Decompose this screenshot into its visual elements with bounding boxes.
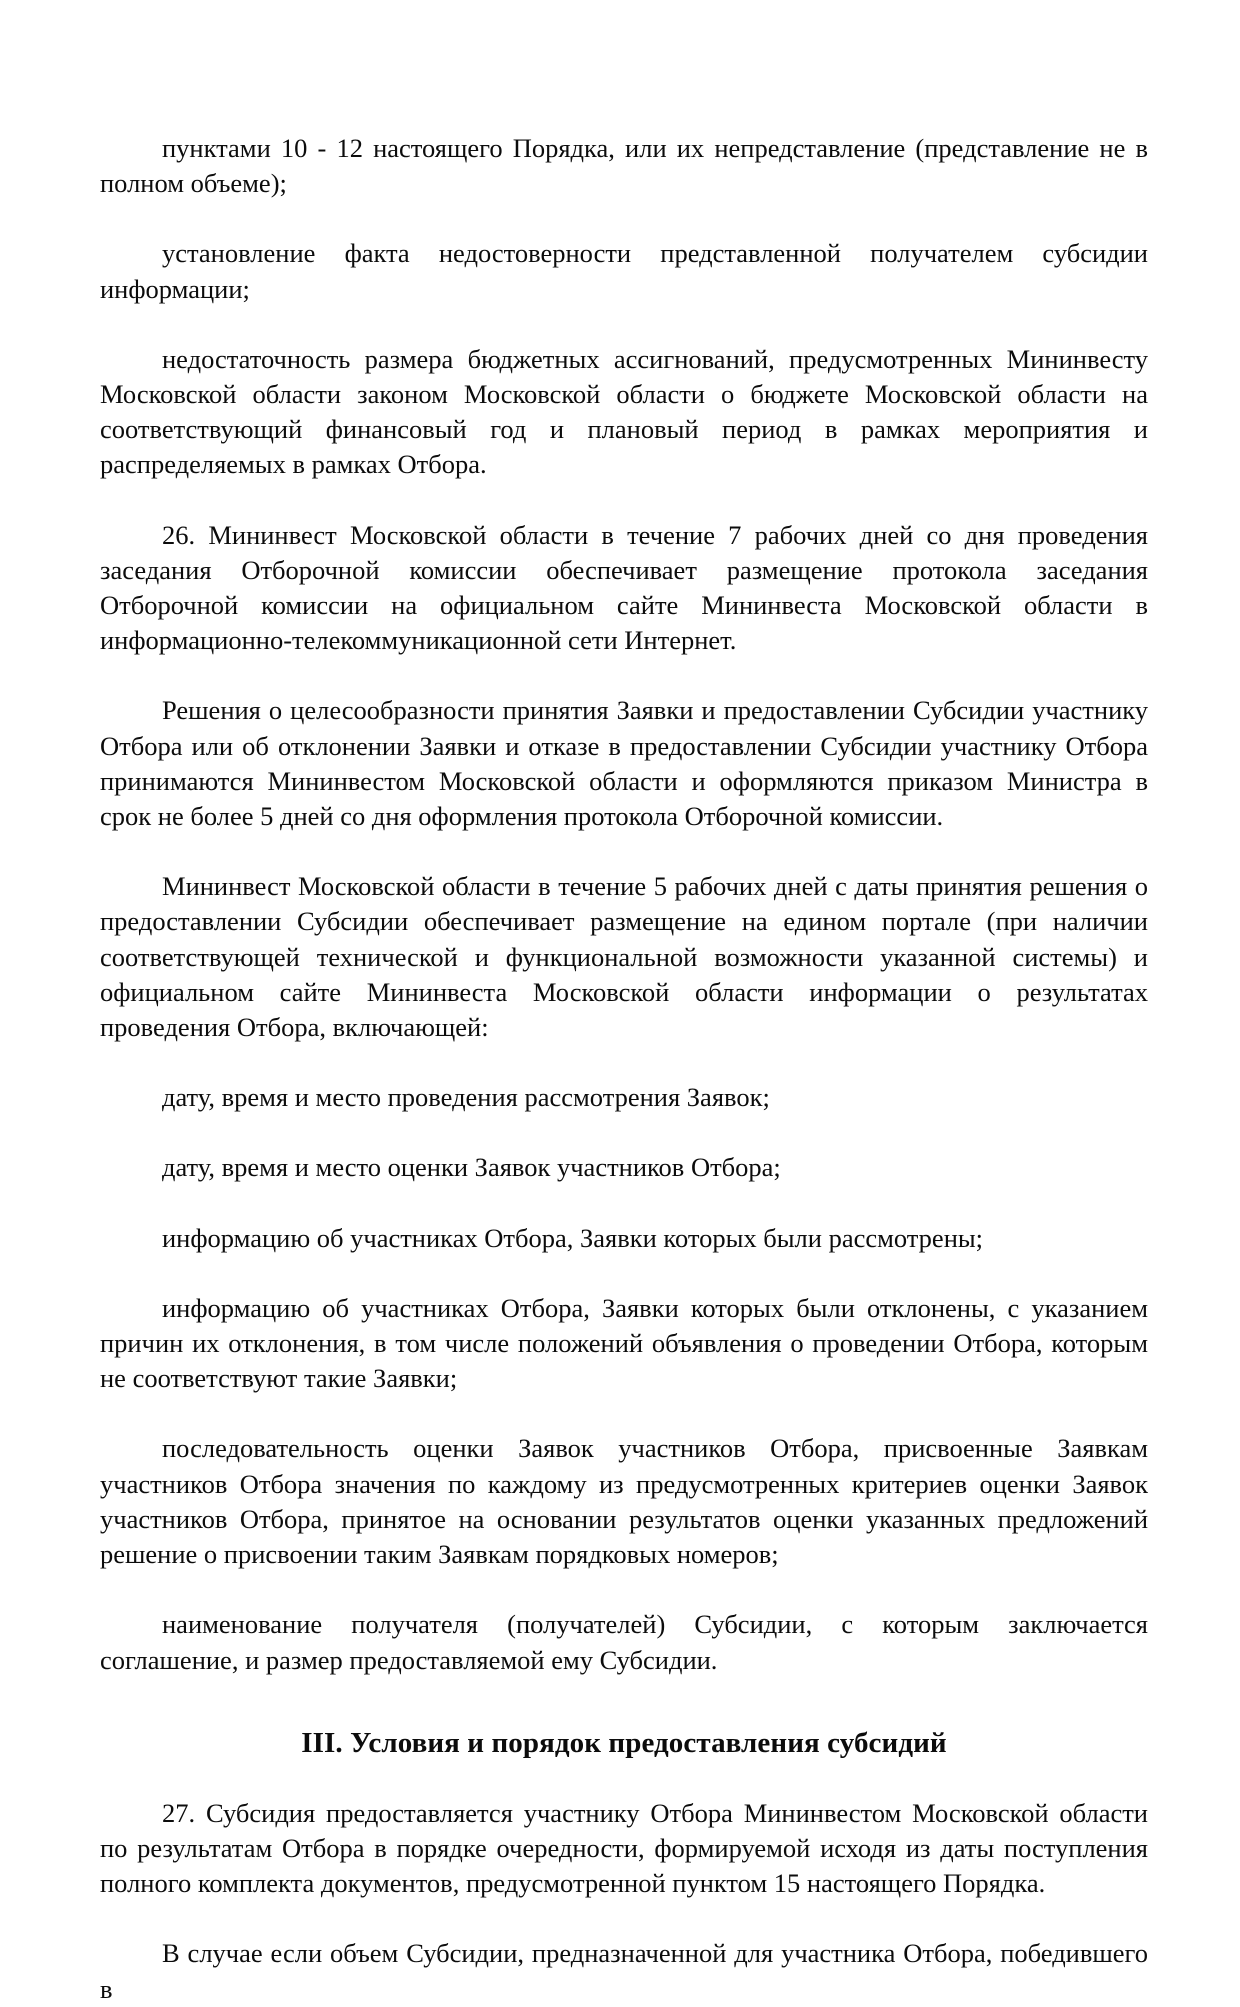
paragraph-mininvest-5-rabochih-dney: Мининвест Московской области в течение 5 рабочих дней с даты принятия решения о предоставлении Субсидии обеспечивает размещение на едином портале (при наличии соответствующей технической и функциональной возможности указанной системы) и официальном сайте Мининвеста Московской области информации о результатах проведения Отбора, включающей: [100, 871, 1148, 1043]
document-body [100, 131, 1148, 2007]
paragraph-punkty-10-12: пунктами 10 - 12 настоящего Порядка, или их непредставление (представление не в полном объеме); [100, 133, 1148, 199]
paragraph-v-sluchae-esli: В случае если объем Субсидии, предназначенной для участника Отбора, победившего в [100, 1938, 1148, 2004]
paragraph-nedostatochnost-razmera: недостаточность размера бюджетных ассигнований, предусмотренных Мининвесту Московской области законом Московской области о бюджете Московской области на соответствующий финансовый год и плановый период в рамках мероприятия и распределяемых в рамках Отбора. [100, 343, 1148, 480]
paragraph-item-27: 27. Субсидия предоставляется участнику Отбора Мининвестом Московской области по результатам Отбора в порядке очередности, формируемой исходя из даты поступления полного комплекта документов, предусмотренной пунктом 15 настоящего Порядка. [100, 1797, 1148, 1899]
paragraph-ustanovlenie-fakta: установление факта недостоверности представленной получателем субсидии информации; [100, 238, 1148, 304]
paragraph-posledovatelnost-ocenki: последовательность оценки Заявок участников Отбора, присвоенные Заявкам участников Отбора значения по каждому из предусмотренных критериев оценки Заявок участников Отбора, принятое на основании результатов оценки указанных предложений решение о присвоении таким Заявкам порядковых номеров; [100, 1433, 1148, 1570]
section-heading-iii: III. Условия и порядок предоставления субсидий [301, 1726, 947, 1759]
paragraph-datu-vremya-ocenka: дату, время и место оценки Заявок участников Отбора; [162, 1152, 781, 1183]
paragraph-datu-vremya-rassmotrenie: дату, время и место проведения рассмотрения Заявок; [162, 1082, 770, 1113]
paragraph-informaciyu-otkloneny: информацию об участниках Отбора, Заявки которых были отклонены, с указанием причин их отклонения, в том числе положений объявления о проведении Отбора, которым не соответствуют такие Заявки; [100, 1292, 1148, 1394]
paragraph-resheniya-o-celesoobraznosti: Решения о целесообразности принятия Заявки и предоставлении Субсидии участнику Отбора или об отклонении Заявки и отказе в предоставлении Субсидии участнику Отбора принимаются Мининвестом Московской области и оформляются приказом Министра в срок не более 5 дней со дня оформления протокола Отборочной комиссии. [100, 695, 1148, 832]
paragraph-naimenovanie-poluchatelya: наименование получателя (получателей) Субсидии, с которым заключается соглашение, и размер предоставляемой ему Субсидии. [100, 1609, 1148, 1675]
paragraph-informaciyu-rassmotreny: информацию об участниках Отбора, Заявки которых были рассмотрены; [162, 1222, 984, 1253]
paragraph-item-26: 26. Мининвест Московской области в течение 7 рабочих дней со дня проведения заседания Отборочной комиссии обеспечивает размещение протокола заседания Отборочной комиссии на официальном сайте Мининвеста Московской области в информационно-телекоммуникационной сети Интернет. [100, 519, 1148, 656]
